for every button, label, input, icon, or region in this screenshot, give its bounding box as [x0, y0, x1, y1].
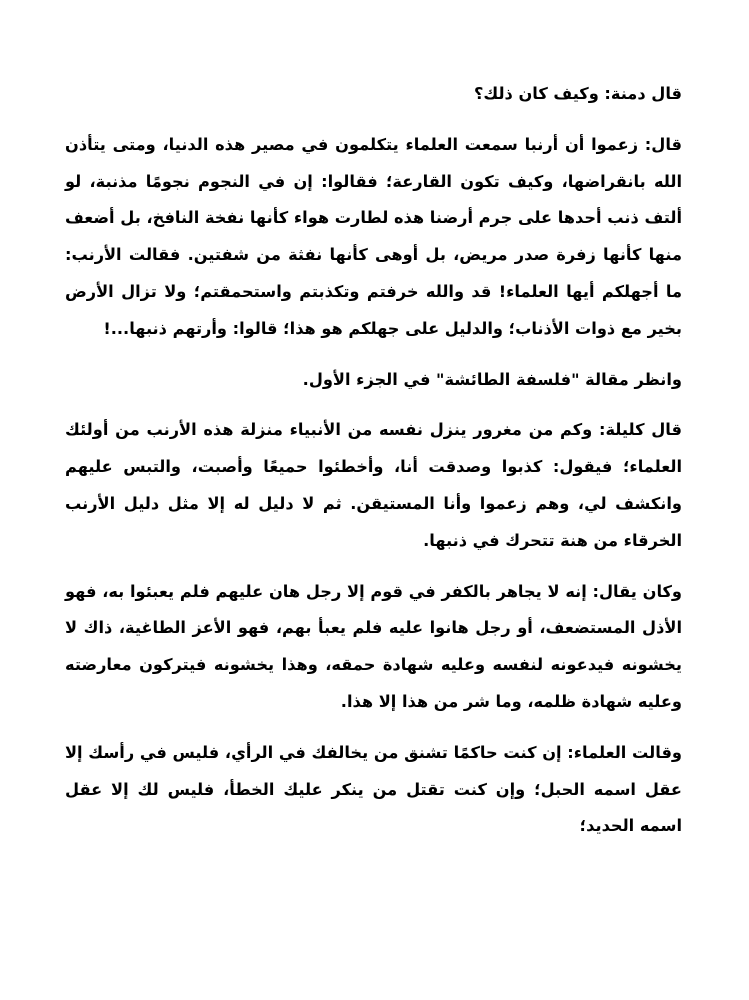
paragraph-kalila-reply: قال كليلة: وكم من مغرور ينزل نفسه من الأنبياء منزلة هذه الأرنب من أولئك العلماء؛ فيقول: كذبوا وصدقت أنا، وأخطئوا حميعًا وأصبت، والتبس عليهم وانكشف لي، وهم زعموا وأنا المستيقن. ثم لا دليل له إلا مثل دليل الأرنب الخرقاء من هنة تتحرك في ذنبها. — [65, 420, 682, 550]
paragraph-reference-note: وانظر مقالة "فلسفة الطائشة" في الجزء الأول. — [302, 369, 682, 389]
document-page — [65, 76, 682, 845]
paragraph-saying-unbelief: وكان يقال: إنه لا يجاهر بالكفر في قوم إلا رجل هان عليهم فلم يعبئوا به، فهو الأذل المستضعف، أو رجل هانوا عليه فلم يعبأ بهم، فهو الأعز الطاغية، ذاك لا يخشونه فيدعونه لنفسه وعليه شهادة حمقه، وهذا يخشونه فيتركون معارضته وعليه شهادة ظلمه، وما شر من هذا إلا هذا. — [65, 581, 682, 711]
paragraph-scholars-saying: وقالت العلماء: إن كنت حاكمًا تشنق من يخالفك في الرأي، فليس في رأسك إلا عقل اسمه الحبل؛ وإن كنت تقتل من ينكر عليك الخطأ، فليس لك إلا عقل اسمه الحديد؛ — [65, 742, 682, 836]
paragraph-rabbit-story: قال: زعموا أن أرنبا سمعت العلماء يتكلمون في مصير هذه الدنيا، ومتى يتأذن الله بانقراضها، وكيف تكون القارعة؛ فقالوا: إن في النجوم نجومًا مذنبة، لو ألتف ذنب أحدها على جرم أرضنا هذه لطارت هواء كأنها نفخة النافخ، بل أضعف منها كأنها زفرة صدر مريض، بل أوهى كأنها نفثة من شفتين. فقالت الأرنب: ما أجهلكم أيها العلماء! قد والله خرفتم وتكذبتم واستحمقتم؛ ولا تزال الأرض بخير مع ذوات الأذناب؛ والدليل على جهلكم هو هذا؛ قالوا: وأرتهم ذنبها...! — [65, 134, 682, 338]
paragraph-dimna-question: قال دمنة: وكيف كان ذلك؟ — [473, 84, 682, 103]
